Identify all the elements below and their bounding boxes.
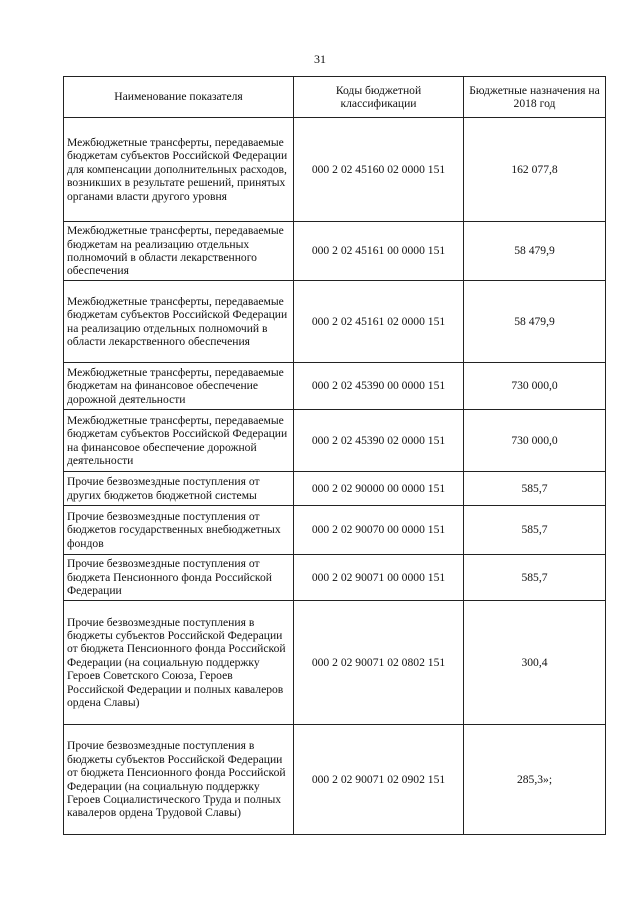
row-indicator-name: Межбюджетные трансферты, передаваемые бюджетам субъектов Российской Федерации на финансовое обеспечение дорожной деятельности — [64, 410, 294, 472]
table-row — [64, 555, 606, 601]
row-budget-amount: 300,4 — [464, 601, 606, 725]
table-row — [64, 725, 606, 835]
row-budget-amount: 585,7 — [464, 506, 606, 555]
row-budget-amount: 58 479,9 — [464, 222, 606, 281]
row-indicator-name: Межбюджетные трансферты, передаваемые бюджетам субъектов Российской Федерации для компенсации дополнительных расходов, возникших в результате решений, принятых органами власти другого уровня — [64, 118, 294, 222]
table-row — [64, 410, 606, 472]
row-indicator-name: Прочие безвозмездные поступления от бюджета Пенсионного фонда Российской Федерации — [64, 555, 294, 601]
row-indicator-name: Прочие безвозмездные поступления от бюджетов государственных внебюджетных фондов — [64, 506, 294, 555]
row-budget-code: 000 2 02 45161 02 0000 151 — [294, 281, 464, 363]
header-indicator-name: Наименование показателя — [64, 77, 294, 118]
table-row — [64, 506, 606, 555]
row-budget-amount: 585,7 — [464, 555, 606, 601]
row-budget-code: 000 2 02 90071 02 0902 151 — [294, 725, 464, 835]
row-indicator-name: Межбюджетные трансферты, передаваемые бюджетам субъектов Российской Федерации на реализацию отдельных полномочий в области лекарственного обеспечения — [64, 281, 294, 363]
row-indicator-name: Прочие безвозмездные поступления в бюджеты субъектов Российской Федерации от бюджета Пенсионного фонда Российской Федерации (на социальную поддержку Героев Социалистического Труда и полных кавалеров ордена Трудовой Славы) — [64, 725, 294, 835]
row-budget-code: 000 2 02 90071 00 0000 151 — [294, 555, 464, 601]
row-indicator-name: Прочие безвозмездные поступления от других бюджетов бюджетной системы — [64, 472, 294, 506]
table-row — [64, 363, 606, 410]
row-budget-code: 000 2 02 90070 00 0000 151 — [294, 506, 464, 555]
table-row — [64, 601, 606, 725]
header-budget-code: Коды бюджетной классификации — [294, 77, 464, 118]
table-row — [64, 118, 606, 222]
row-budget-amount: 730 000,0 — [464, 410, 606, 472]
table-row — [64, 472, 606, 506]
table-row — [64, 222, 606, 281]
row-budget-code: 000 2 02 45390 02 0000 151 — [294, 410, 464, 472]
row-budget-code: 000 2 02 45161 00 0000 151 — [294, 222, 464, 281]
row-budget-amount: 162 077,8 — [464, 118, 606, 222]
budget-table — [63, 76, 606, 835]
row-budget-amount: 585,7 — [464, 472, 606, 506]
table-header-row — [64, 77, 606, 118]
row-indicator-name: Прочие безвозмездные поступления в бюджеты субъектов Российской Федерации от бюджета Пенсионного фонда Российской Федерации (на социальную поддержку Героев Советского Союза, Героев Российской Федерации и полных кавалеров ордена Славы) — [64, 601, 294, 725]
table-row — [64, 281, 606, 363]
row-budget-code: 000 2 02 45390 00 0000 151 — [294, 363, 464, 410]
header-budget-amount: Бюджетные назначения на 2018 год — [464, 77, 606, 118]
row-budget-amount: 285,3»; — [464, 725, 606, 835]
page-number: 31 — [314, 52, 326, 66]
row-budget-code: 000 2 02 90071 02 0802 151 — [294, 601, 464, 725]
row-indicator-name: Межбюджетные трансферты, передаваемые бюджетам на финансовое обеспечение дорожной деятельности — [64, 363, 294, 410]
row-budget-amount: 730 000,0 — [464, 363, 606, 410]
row-budget-code: 000 2 02 45160 02 0000 151 — [294, 118, 464, 222]
row-indicator-name: Межбюджетные трансферты, передаваемые бюджетам на реализацию отдельных полномочий в области лекарственного обеспечения — [64, 222, 294, 281]
row-budget-code: 000 2 02 90000 00 0000 151 — [294, 472, 464, 506]
row-budget-amount: 58 479,9 — [464, 281, 606, 363]
